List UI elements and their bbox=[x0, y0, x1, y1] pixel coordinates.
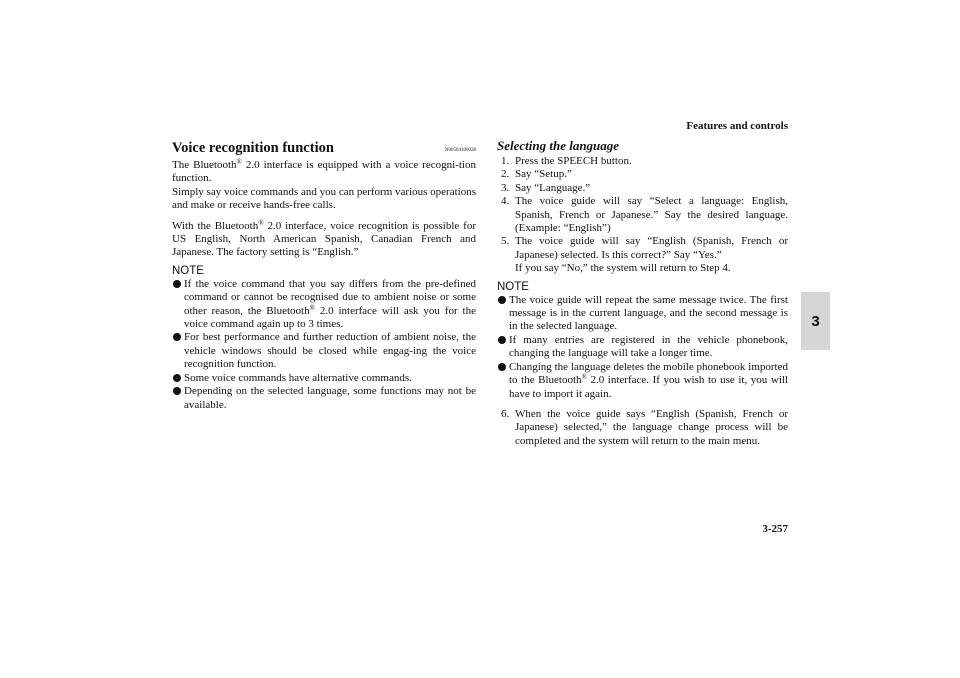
note-label: NOTE bbox=[497, 280, 529, 293]
bullet-icon bbox=[498, 336, 506, 344]
note-text: Some voice commands have alternative commands. bbox=[184, 371, 412, 384]
note-text: 2.0 interface. If you wish to use it, you will have to import it again. bbox=[509, 374, 788, 400]
step-item bbox=[501, 155, 788, 168]
note-label: NOTE bbox=[172, 264, 204, 277]
registered-mark: ® bbox=[236, 158, 242, 166]
page-number: 3-257 bbox=[762, 523, 788, 535]
bullet-icon bbox=[173, 333, 181, 341]
note-text: If many entries are registered in the vehicle phonebook, changing the language will take a longer time. bbox=[509, 333, 788, 360]
language-text-a: With the Bluetooth bbox=[172, 219, 259, 232]
note-text: For best performance and further reduction of ambient noise, the vehicle windows should be closed while engag-ing the voice recognition function. bbox=[184, 331, 476, 371]
left-column bbox=[172, 137, 476, 412]
intro-paragraph bbox=[172, 159, 476, 186]
note-item bbox=[497, 334, 788, 361]
note-item bbox=[497, 294, 788, 334]
step-text: Say “Setup.” bbox=[515, 168, 572, 181]
step-number: 5. bbox=[501, 235, 510, 248]
step-number: 1. bbox=[501, 155, 510, 167]
step-item bbox=[501, 182, 788, 195]
step-text: Say “Language.” bbox=[515, 181, 591, 194]
intro-text-b: 2.0 interface is equipped with a voice recogni-tion function. bbox=[172, 159, 476, 185]
subsection-heading: Selecting the language bbox=[497, 138, 620, 153]
step-text: The voice guide will say “Select a language: English, Spanish, French or Japanese.” Say the desired language. (Example: “English”) bbox=[515, 195, 788, 235]
note-text: 2.0 interface will ask you for the voice command again up to 3 times. bbox=[184, 304, 476, 331]
note-text: Changing the language deletes the mobile phonebook imported to the Bluetooth bbox=[509, 360, 788, 387]
bullet-icon bbox=[173, 280, 181, 288]
language-paragraph bbox=[172, 220, 476, 260]
step-number: 3. bbox=[501, 181, 510, 194]
chapter-tab: 3 bbox=[801, 292, 830, 350]
section-code: N00564100028 bbox=[444, 148, 476, 153]
note-list bbox=[497, 294, 788, 401]
step-item bbox=[501, 168, 788, 181]
intro-paragraph-2: Simply say voice commands and you can perform various operations and make or receive hands-free calls. bbox=[172, 185, 476, 212]
steps-list bbox=[497, 155, 788, 276]
registered-mark: ® bbox=[309, 303, 315, 312]
right-column bbox=[497, 137, 788, 448]
bullet-icon bbox=[498, 296, 506, 304]
step-text: The voice guide will say “English (Spanish, French or Japanese) selected. Is this correct?” Say “Yes.” bbox=[515, 235, 788, 261]
section-heading: Voice recognition function bbox=[172, 140, 334, 156]
step-number: 4. bbox=[501, 195, 510, 208]
bullet-icon bbox=[173, 387, 181, 395]
note-text: If the voice command that you say differs from the pre-defined command or cannot be recognised due to ambient noise or some other reason, the Bluetooth bbox=[184, 277, 476, 317]
page-header: Features and controls bbox=[686, 120, 788, 132]
steps-list-continued bbox=[497, 408, 788, 448]
section-title bbox=[172, 140, 476, 156]
intro-text-a: The Bluetooth bbox=[172, 159, 237, 171]
bullet-icon bbox=[173, 374, 181, 382]
step-text: Press the SPEECH button. bbox=[515, 155, 632, 167]
note-item bbox=[172, 385, 476, 412]
registered-mark: ® bbox=[258, 218, 264, 227]
note-text: The voice guide will repeat the same message twice. The first message is in the current language, and the second message is in the selected language. bbox=[509, 293, 788, 333]
step-text: If you say “No,” the system will return to Step 4. bbox=[515, 262, 731, 275]
step-item bbox=[501, 195, 788, 235]
step-item bbox=[501, 408, 788, 448]
step-text: When the voice guide says “English (Spanish, French or Japanese) selected,” the language change process will be completed and the system will return to the main menu. bbox=[515, 407, 788, 447]
registered-mark: ® bbox=[581, 373, 587, 382]
note-list bbox=[172, 278, 476, 412]
note-item bbox=[497, 361, 788, 401]
step-number: 6. bbox=[501, 407, 510, 420]
bullet-icon bbox=[498, 363, 506, 371]
language-text-b: 2.0 interface, voice recognition is possible for US English, North American Spanish, Canadian French and Japanese. The factory setting is “English.” bbox=[172, 219, 476, 259]
note-item bbox=[172, 372, 476, 385]
step-number: 2. bbox=[501, 168, 510, 181]
note-item bbox=[172, 331, 476, 371]
note-item bbox=[172, 278, 476, 332]
note-text: Depending on the selected language, some functions may not be available. bbox=[184, 385, 476, 411]
step-item bbox=[501, 235, 788, 275]
